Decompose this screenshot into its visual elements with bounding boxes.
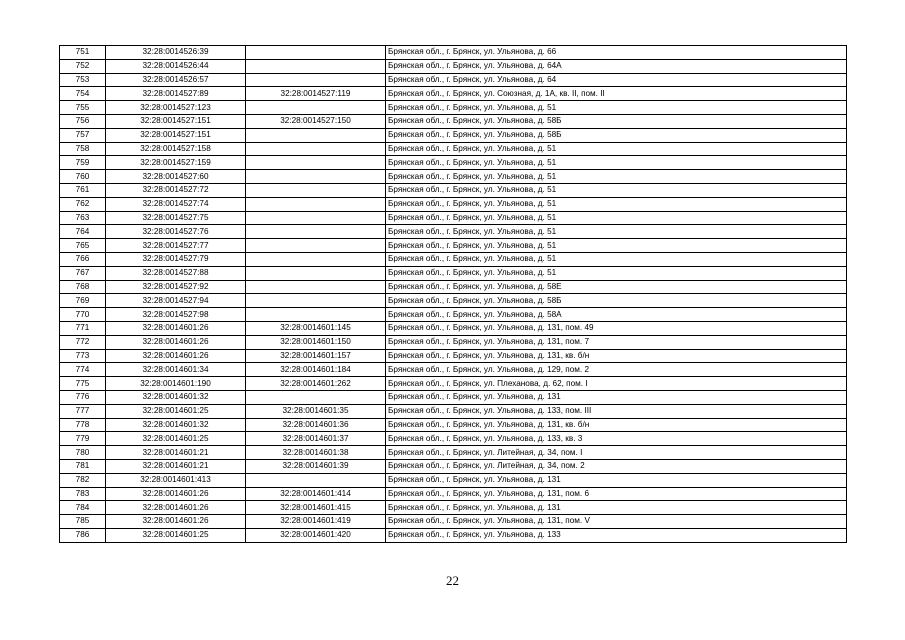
table-row xyxy=(60,128,847,142)
table-row xyxy=(60,335,847,349)
table-row xyxy=(60,390,847,404)
related-cadastral-number-cell: 32:28:0014601:38 xyxy=(246,446,386,460)
table-row xyxy=(60,473,847,487)
related-cadastral-number-cell xyxy=(246,59,386,73)
table-row xyxy=(60,377,847,391)
table-row xyxy=(60,432,847,446)
table-row xyxy=(60,101,847,115)
related-cadastral-number-cell: 32:28:0014527:150 xyxy=(246,114,386,128)
cadastral-number-cell: 32:28:0014526:44 xyxy=(106,59,246,73)
cadastral-number-cell: 32:28:0014527:158 xyxy=(106,142,246,156)
table-row xyxy=(60,363,847,377)
related-cadastral-number-cell xyxy=(246,142,386,156)
table-row xyxy=(60,280,847,294)
row-number-cell: 767 xyxy=(60,266,106,280)
related-cadastral-number-cell: 32:28:0014601:150 xyxy=(246,335,386,349)
cadastral-number-cell: 32:28:0014527:74 xyxy=(106,197,246,211)
related-cadastral-number-cell xyxy=(246,128,386,142)
cadastral-number-cell: 32:28:0014601:26 xyxy=(106,501,246,515)
address-cell: Брянская обл., г. Брянск, ул. Ульянова, д. 131, кв. б/н xyxy=(386,418,847,432)
related-cadastral-number-cell: 32:28:0014601:414 xyxy=(246,487,386,501)
address-cell: Брянская обл., г. Брянск, ул. Ульянова, д. 51 xyxy=(386,183,847,197)
row-number-cell: 762 xyxy=(60,197,106,211)
related-cadastral-number-cell xyxy=(246,170,386,184)
row-number-cell: 780 xyxy=(60,446,106,460)
row-number-cell: 757 xyxy=(60,128,106,142)
cadastral-number-cell: 32:28:0014601:25 xyxy=(106,404,246,418)
cadastral-number-cell: 32:28:0014527:89 xyxy=(106,87,246,101)
address-cell: Брянская обл., г. Брянск, ул. Ульянова, д. 51 xyxy=(386,252,847,266)
cadastral-number-cell: 32:28:0014601:32 xyxy=(106,390,246,404)
address-cell: Брянская обл., г. Брянск, ул. Ульянова, д. 64А xyxy=(386,59,847,73)
cadastral-number-cell: 32:28:0014527:77 xyxy=(106,239,246,253)
address-cell: Брянская обл., г. Брянск, ул. Ульянова, д. 131, пом. 49 xyxy=(386,321,847,335)
address-cell: Брянская обл., г. Брянск, ул. Ульянова, д. 133, пом. III xyxy=(386,404,847,418)
table-row xyxy=(60,46,847,60)
cadastral-number-cell: 32:28:0014526:39 xyxy=(106,46,246,60)
related-cadastral-number-cell xyxy=(246,101,386,115)
address-cell: Брянская обл., г. Брянск, ул. Ульянова, д. 51 xyxy=(386,142,847,156)
row-number-cell: 759 xyxy=(60,156,106,170)
cadastral-number-cell: 32:28:0014601:25 xyxy=(106,432,246,446)
table-row xyxy=(60,294,847,308)
table-row xyxy=(60,487,847,501)
cadastral-number-cell: 32:28:0014601:21 xyxy=(106,446,246,460)
row-number-cell: 770 xyxy=(60,308,106,322)
related-cadastral-number-cell xyxy=(246,266,386,280)
address-cell: Брянская обл., г. Брянск, ул. Ульянова, д. 51 xyxy=(386,101,847,115)
address-cell: Брянская обл., г. Брянск, ул. Ульянова, д. 58Б xyxy=(386,114,847,128)
address-cell: Брянская обл., г. Брянск, ул. Плеханова, д. 62, пом. I xyxy=(386,377,847,391)
cadastral-number-cell: 32:28:0014601:26 xyxy=(106,515,246,529)
address-cell: Брянская обл., г. Брянск, ул. Ульянова, д. 51 xyxy=(386,225,847,239)
table-row xyxy=(60,183,847,197)
related-cadastral-number-cell xyxy=(246,308,386,322)
table-row xyxy=(60,197,847,211)
row-number-cell: 755 xyxy=(60,101,106,115)
row-number-cell: 777 xyxy=(60,404,106,418)
address-cell: Брянская обл., г. Брянск, ул. Ульянова, д. 133, кв. 3 xyxy=(386,432,847,446)
cadastral-number-cell: 32:28:0014527:76 xyxy=(106,225,246,239)
cadastral-number-cell: 32:28:0014527:151 xyxy=(106,114,246,128)
page-number: 22 xyxy=(446,573,459,588)
cadastral-number-cell: 32:28:0014527:88 xyxy=(106,266,246,280)
cadastral-number-cell: 32:28:0014527:159 xyxy=(106,156,246,170)
address-cell: Брянская обл., г. Брянск, ул. Ульянова, д. 131, пом. 6 xyxy=(386,487,847,501)
table-row xyxy=(60,515,847,529)
row-number-cell: 764 xyxy=(60,225,106,239)
registry-table-body xyxy=(60,46,847,543)
row-number-cell: 783 xyxy=(60,487,106,501)
row-number-cell: 753 xyxy=(60,73,106,87)
related-cadastral-number-cell: 32:28:0014601:262 xyxy=(246,377,386,391)
cadastral-number-cell: 32:28:0014527:151 xyxy=(106,128,246,142)
address-cell: Брянская обл., г. Брянск, ул. Ульянова, д. 131 xyxy=(386,390,847,404)
related-cadastral-number-cell xyxy=(246,280,386,294)
row-number-cell: 763 xyxy=(60,211,106,225)
table-row xyxy=(60,239,847,253)
table-row xyxy=(60,501,847,515)
address-cell: Брянская обл., г. Брянск, ул. Ульянова, д. 51 xyxy=(386,197,847,211)
row-number-cell: 775 xyxy=(60,377,106,391)
address-cell: Брянская обл., г. Брянск, ул. Ульянова, д. 66 xyxy=(386,46,847,60)
cadastral-number-cell: 32:28:0014527:79 xyxy=(106,252,246,266)
related-cadastral-number-cell: 32:28:0014601:36 xyxy=(246,418,386,432)
table-row xyxy=(60,252,847,266)
table-row xyxy=(60,528,847,542)
address-cell: Брянская обл., г. Брянск, ул. Ульянова, д. 51 xyxy=(386,170,847,184)
address-cell: Брянская обл., г. Брянск, ул. Ульянова, д. 51 xyxy=(386,156,847,170)
related-cadastral-number-cell: 32:28:0014601:145 xyxy=(246,321,386,335)
row-number-cell: 773 xyxy=(60,349,106,363)
row-number-cell: 772 xyxy=(60,335,106,349)
row-number-cell: 774 xyxy=(60,363,106,377)
related-cadastral-number-cell: 32:28:0014601:157 xyxy=(246,349,386,363)
address-cell: Брянская обл., г. Брянск, ул. Ульянова, д. 58Б xyxy=(386,294,847,308)
cadastral-number-cell: 32:28:0014601:34 xyxy=(106,363,246,377)
row-number-cell: 769 xyxy=(60,294,106,308)
related-cadastral-number-cell xyxy=(246,156,386,170)
table-row xyxy=(60,87,847,101)
table-row xyxy=(60,418,847,432)
row-number-cell: 768 xyxy=(60,280,106,294)
cadastral-number-cell: 32:28:0014601:26 xyxy=(106,349,246,363)
address-cell: Брянская обл., г. Брянск, ул. Литейная, д. 34, пом. 2 xyxy=(386,459,847,473)
address-cell: Брянская обл., г. Брянск, ул. Ульянова, д. 129, пом. 2 xyxy=(386,363,847,377)
address-cell: Брянская обл., г. Брянск, ул. Ульянова, д. 131, кв. б/н xyxy=(386,349,847,363)
registry-table xyxy=(59,45,847,543)
cadastral-number-cell: 32:28:0014527:123 xyxy=(106,101,246,115)
related-cadastral-number-cell: 32:28:0014601:37 xyxy=(246,432,386,446)
address-cell: Брянская обл., г. Брянск, ул. Ульянова, д. 131 xyxy=(386,501,847,515)
address-cell: Брянская обл., г. Брянск, ул. Ульянова, д. 51 xyxy=(386,211,847,225)
row-number-cell: 760 xyxy=(60,170,106,184)
row-number-cell: 784 xyxy=(60,501,106,515)
table-row xyxy=(60,446,847,460)
row-number-cell: 751 xyxy=(60,46,106,60)
cadastral-number-cell: 32:28:0014601:25 xyxy=(106,528,246,542)
row-number-cell: 765 xyxy=(60,239,106,253)
address-cell: Брянская обл., г. Брянск, ул. Ульянова, д. 51 xyxy=(386,239,847,253)
table-row xyxy=(60,308,847,322)
row-number-cell: 779 xyxy=(60,432,106,446)
cadastral-number-cell: 32:28:0014527:92 xyxy=(106,280,246,294)
address-cell: Брянская обл., г. Брянск, ул. Ульянова, д. 131 xyxy=(386,473,847,487)
address-cell: Брянская обл., г. Брянск, ул. Ульянова, д. 58А xyxy=(386,308,847,322)
related-cadastral-number-cell: 32:28:0014601:184 xyxy=(246,363,386,377)
table-row xyxy=(60,321,847,335)
address-cell: Брянская обл., г. Брянск, ул. Литейная, д. 34, пом. I xyxy=(386,446,847,460)
table-row xyxy=(60,114,847,128)
related-cadastral-number-cell xyxy=(246,252,386,266)
cadastral-number-cell: 32:28:0014527:60 xyxy=(106,170,246,184)
cadastral-number-cell: 32:28:0014601:413 xyxy=(106,473,246,487)
related-cadastral-number-cell xyxy=(246,197,386,211)
address-cell: Брянская обл., г. Брянск, ул. Ульянова, д. 64 xyxy=(386,73,847,87)
address-cell: Брянская обл., г. Брянск, ул. Ульянова, д. 58Б xyxy=(386,128,847,142)
table-row xyxy=(60,211,847,225)
row-number-cell: 782 xyxy=(60,473,106,487)
address-cell: Брянская обл., г. Брянск, ул. Союзная, д. 1А, кв. II, пом. II xyxy=(386,87,847,101)
row-number-cell: 778 xyxy=(60,418,106,432)
related-cadastral-number-cell xyxy=(246,225,386,239)
row-number-cell: 756 xyxy=(60,114,106,128)
table-row xyxy=(60,156,847,170)
related-cadastral-number-cell: 32:28:0014601:420 xyxy=(246,528,386,542)
table-row xyxy=(60,266,847,280)
cadastral-number-cell: 32:28:0014601:26 xyxy=(106,335,246,349)
cadastral-number-cell: 32:28:0014526:57 xyxy=(106,73,246,87)
related-cadastral-number-cell: 32:28:0014601:39 xyxy=(246,459,386,473)
row-number-cell: 781 xyxy=(60,459,106,473)
table-row xyxy=(60,349,847,363)
table-row xyxy=(60,459,847,473)
related-cadastral-number-cell: 32:28:0014527:119 xyxy=(246,87,386,101)
address-cell: Брянская обл., г. Брянск, ул. Ульянова, д. 131, пом. 7 xyxy=(386,335,847,349)
table-row xyxy=(60,73,847,87)
cadastral-number-cell: 32:28:0014601:26 xyxy=(106,487,246,501)
address-cell: Брянская обл., г. Брянск, ул. Ульянова, д. 51 xyxy=(386,266,847,280)
cadastral-number-cell: 32:28:0014601:32 xyxy=(106,418,246,432)
row-number-cell: 786 xyxy=(60,528,106,542)
related-cadastral-number-cell xyxy=(246,183,386,197)
table-row xyxy=(60,404,847,418)
related-cadastral-number-cell xyxy=(246,73,386,87)
related-cadastral-number-cell xyxy=(246,390,386,404)
cadastral-number-cell: 32:28:0014601:190 xyxy=(106,377,246,391)
row-number-cell: 771 xyxy=(60,321,106,335)
related-cadastral-number-cell: 32:28:0014601:419 xyxy=(246,515,386,529)
cadastral-number-cell: 32:28:0014601:26 xyxy=(106,321,246,335)
row-number-cell: 761 xyxy=(60,183,106,197)
row-number-cell: 785 xyxy=(60,515,106,529)
related-cadastral-number-cell xyxy=(246,239,386,253)
table-row xyxy=(60,142,847,156)
address-cell: Брянская обл., г. Брянск, ул. Ульянова, д. 58Е xyxy=(386,280,847,294)
row-number-cell: 766 xyxy=(60,252,106,266)
related-cadastral-number-cell xyxy=(246,473,386,487)
row-number-cell: 776 xyxy=(60,390,106,404)
row-number-cell: 754 xyxy=(60,87,106,101)
table-row xyxy=(60,225,847,239)
cadastral-number-cell: 32:28:0014527:75 xyxy=(106,211,246,225)
related-cadastral-number-cell: 32:28:0014601:415 xyxy=(246,501,386,515)
related-cadastral-number-cell xyxy=(246,211,386,225)
address-cell: Брянская обл., г. Брянск, ул. Ульянова, д. 133 xyxy=(386,528,847,542)
cadastral-number-cell: 32:28:0014601:21 xyxy=(106,459,246,473)
row-number-cell: 758 xyxy=(60,142,106,156)
table-row xyxy=(60,170,847,184)
related-cadastral-number-cell: 32:28:0014601:35 xyxy=(246,404,386,418)
cadastral-number-cell: 32:28:0014527:72 xyxy=(106,183,246,197)
related-cadastral-number-cell xyxy=(246,294,386,308)
cadastral-number-cell: 32:28:0014527:94 xyxy=(106,294,246,308)
row-number-cell: 752 xyxy=(60,59,106,73)
table-row xyxy=(60,59,847,73)
cadastral-number-cell: 32:28:0014527:98 xyxy=(106,308,246,322)
related-cadastral-number-cell xyxy=(246,46,386,60)
address-cell: Брянская обл., г. Брянск, ул. Ульянова, д. 131, пом. V xyxy=(386,515,847,529)
